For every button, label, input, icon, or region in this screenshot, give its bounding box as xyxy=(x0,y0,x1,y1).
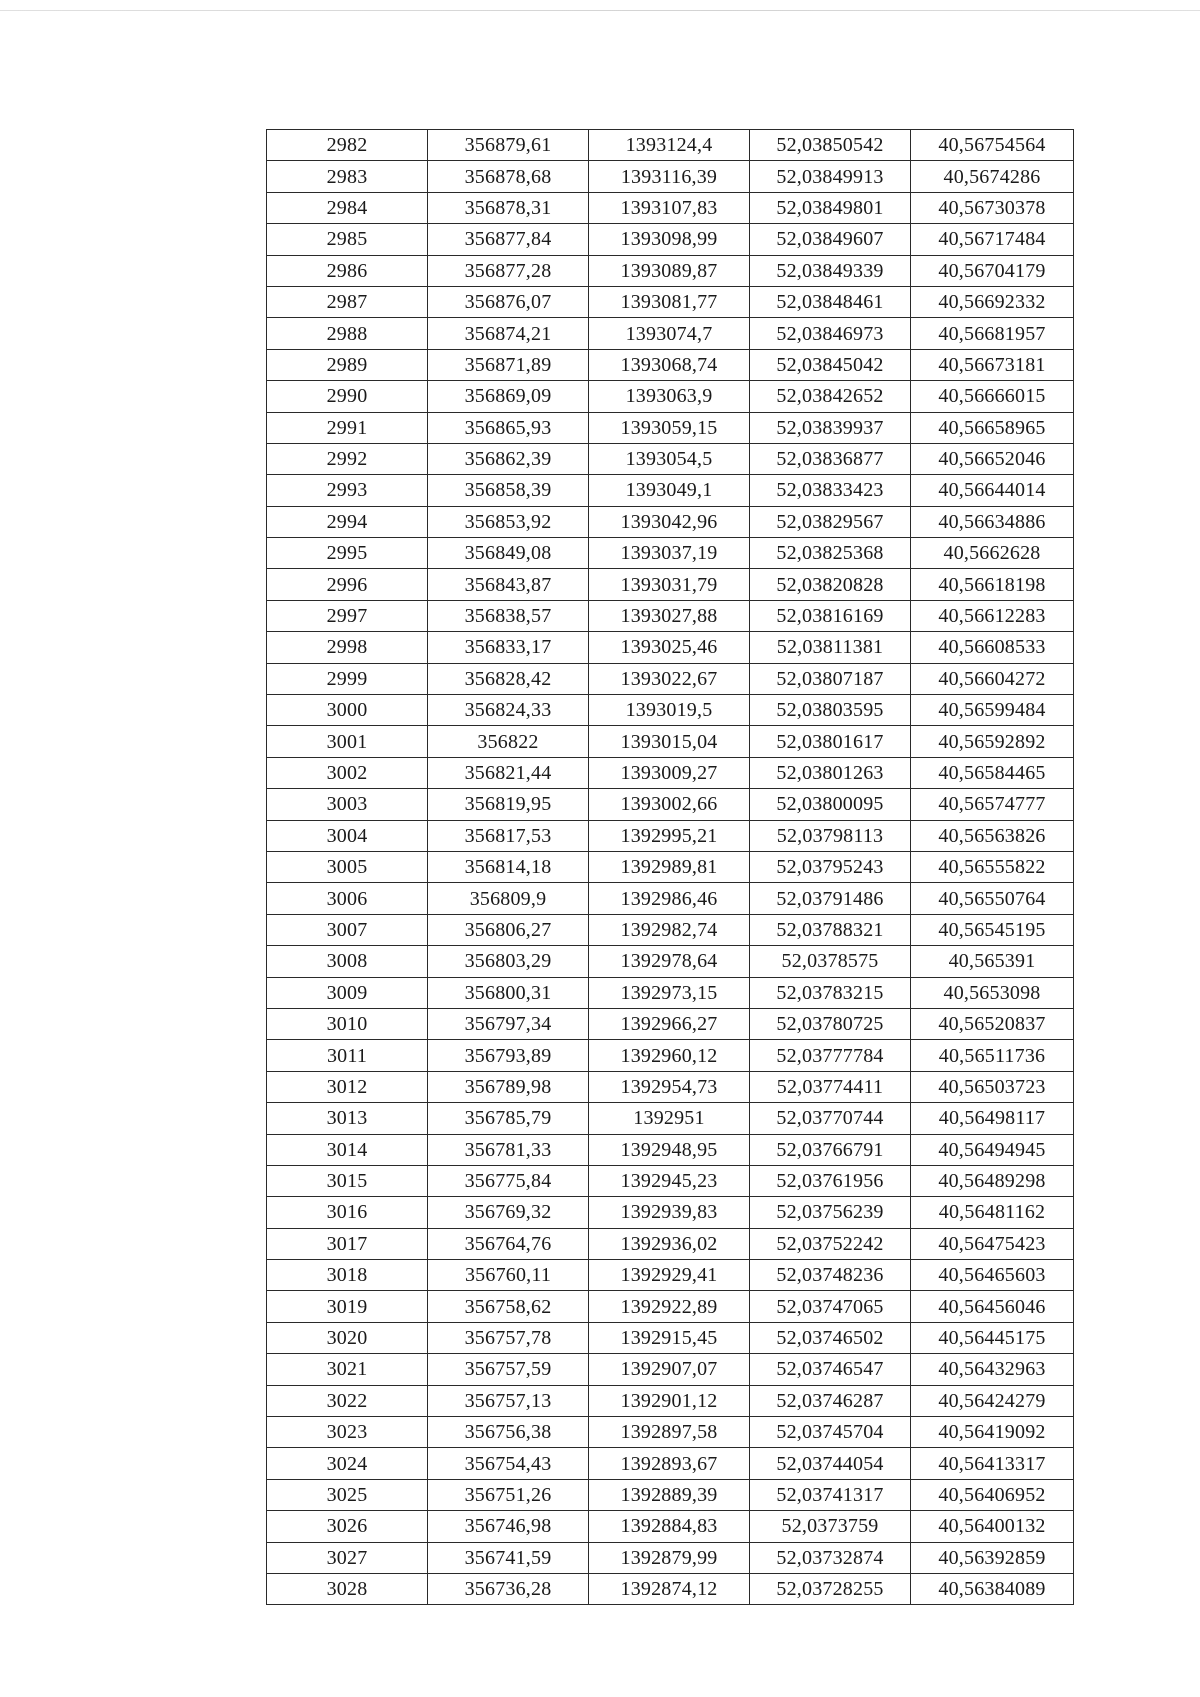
point-number-cell: 3022 xyxy=(267,1385,428,1416)
point-number-cell: 2986 xyxy=(267,255,428,286)
x-coordinate-cell: 356824,33 xyxy=(428,695,589,726)
point-number-cell: 2989 xyxy=(267,349,428,380)
point-number-cell: 3012 xyxy=(267,1071,428,1102)
y-coordinate-cell: 1392989,81 xyxy=(589,851,750,882)
point-number-cell: 3002 xyxy=(267,757,428,788)
point-number-cell: 3026 xyxy=(267,1511,428,1542)
latitude-cell: 52,03766791 xyxy=(750,1134,911,1165)
y-coordinate-cell: 1392929,41 xyxy=(589,1260,750,1291)
table-row xyxy=(267,1511,1074,1542)
point-number-cell: 3001 xyxy=(267,726,428,757)
latitude-cell: 52,03849913 xyxy=(750,161,911,192)
point-number-cell: 3019 xyxy=(267,1291,428,1322)
y-coordinate-cell: 1392966,27 xyxy=(589,1008,750,1039)
point-number-cell: 2985 xyxy=(267,224,428,255)
x-coordinate-cell: 356736,28 xyxy=(428,1573,589,1604)
longitude-cell: 40,56584465 xyxy=(911,757,1074,788)
latitude-cell: 52,03770744 xyxy=(750,1103,911,1134)
latitude-cell: 52,03820828 xyxy=(750,569,911,600)
longitude-cell: 40,56612283 xyxy=(911,600,1074,631)
table-row xyxy=(267,130,1074,161)
y-coordinate-cell: 1392978,64 xyxy=(589,946,750,977)
x-coordinate-cell: 356789,98 xyxy=(428,1071,589,1102)
y-coordinate-cell: 1392897,58 xyxy=(589,1417,750,1448)
table-row xyxy=(267,1542,1074,1573)
x-coordinate-cell: 356878,31 xyxy=(428,192,589,223)
table-row xyxy=(267,1385,1074,1416)
longitude-cell: 40,56498117 xyxy=(911,1103,1074,1134)
table-row xyxy=(267,538,1074,569)
x-coordinate-cell: 356869,09 xyxy=(428,381,589,412)
latitude-cell: 52,03800095 xyxy=(750,789,911,820)
point-number-cell: 3018 xyxy=(267,1260,428,1291)
table-row xyxy=(267,663,1074,694)
y-coordinate-cell: 1393068,74 xyxy=(589,349,750,380)
y-coordinate-cell: 1392884,83 xyxy=(589,1511,750,1542)
scan-artifact-line xyxy=(0,10,1200,11)
x-coordinate-cell: 356843,87 xyxy=(428,569,589,600)
longitude-cell: 40,5674286 xyxy=(911,161,1074,192)
longitude-cell: 40,56419092 xyxy=(911,1417,1074,1448)
latitude-cell: 52,03746287 xyxy=(750,1385,911,1416)
coordinate-table-body xyxy=(267,130,1074,1605)
y-coordinate-cell: 1393022,67 xyxy=(589,663,750,694)
latitude-cell: 52,03788321 xyxy=(750,914,911,945)
x-coordinate-cell: 356862,39 xyxy=(428,443,589,474)
x-coordinate-cell: 356757,78 xyxy=(428,1322,589,1353)
longitude-cell: 40,56730378 xyxy=(911,192,1074,223)
latitude-cell: 52,03829567 xyxy=(750,506,911,537)
x-coordinate-cell: 356793,89 xyxy=(428,1040,589,1071)
point-number-cell: 3015 xyxy=(267,1165,428,1196)
longitude-cell: 40,56644014 xyxy=(911,475,1074,506)
y-coordinate-cell: 1393025,46 xyxy=(589,632,750,663)
x-coordinate-cell: 356760,11 xyxy=(428,1260,589,1291)
latitude-cell: 52,03803595 xyxy=(750,695,911,726)
longitude-cell: 40,5653098 xyxy=(911,977,1074,1008)
x-coordinate-cell: 356806,27 xyxy=(428,914,589,945)
x-coordinate-cell: 356821,44 xyxy=(428,757,589,788)
y-coordinate-cell: 1393059,15 xyxy=(589,412,750,443)
latitude-cell: 52,03816169 xyxy=(750,600,911,631)
longitude-cell: 40,56681957 xyxy=(911,318,1074,349)
x-coordinate-cell: 356858,39 xyxy=(428,475,589,506)
x-coordinate-cell: 356800,31 xyxy=(428,977,589,1008)
table-row xyxy=(267,757,1074,788)
y-coordinate-cell: 1392907,07 xyxy=(589,1354,750,1385)
point-number-cell: 3004 xyxy=(267,820,428,851)
x-coordinate-cell: 356828,42 xyxy=(428,663,589,694)
x-coordinate-cell: 356757,59 xyxy=(428,1354,589,1385)
longitude-cell: 40,56652046 xyxy=(911,443,1074,474)
longitude-cell: 40,56424279 xyxy=(911,1385,1074,1416)
table-row xyxy=(267,1260,1074,1291)
point-number-cell: 3023 xyxy=(267,1417,428,1448)
table-row xyxy=(267,1008,1074,1039)
y-coordinate-cell: 1393074,7 xyxy=(589,318,750,349)
y-coordinate-cell: 1393098,99 xyxy=(589,224,750,255)
x-coordinate-cell: 356757,13 xyxy=(428,1385,589,1416)
table-row xyxy=(267,255,1074,286)
y-coordinate-cell: 1393009,27 xyxy=(589,757,750,788)
longitude-cell: 40,56465603 xyxy=(911,1260,1074,1291)
latitude-cell: 52,03849339 xyxy=(750,255,911,286)
x-coordinate-cell: 356781,33 xyxy=(428,1134,589,1165)
point-number-cell: 2987 xyxy=(267,286,428,317)
latitude-cell: 52,03825368 xyxy=(750,538,911,569)
longitude-cell: 40,56608533 xyxy=(911,632,1074,663)
latitude-cell: 52,03777784 xyxy=(750,1040,911,1071)
point-number-cell: 2996 xyxy=(267,569,428,600)
table-row xyxy=(267,475,1074,506)
y-coordinate-cell: 1393031,79 xyxy=(589,569,750,600)
y-coordinate-cell: 1392973,15 xyxy=(589,977,750,1008)
x-coordinate-cell: 356833,17 xyxy=(428,632,589,663)
longitude-cell: 40,56555822 xyxy=(911,851,1074,882)
y-coordinate-cell: 1393089,87 xyxy=(589,255,750,286)
table-row xyxy=(267,600,1074,631)
y-coordinate-cell: 1393042,96 xyxy=(589,506,750,537)
y-coordinate-cell: 1392874,12 xyxy=(589,1573,750,1604)
point-number-cell: 3000 xyxy=(267,695,428,726)
latitude-cell: 52,03783215 xyxy=(750,977,911,1008)
point-number-cell: 2995 xyxy=(267,538,428,569)
y-coordinate-cell: 1392995,21 xyxy=(589,820,750,851)
latitude-cell: 52,03756239 xyxy=(750,1197,911,1228)
latitude-cell: 52,03842652 xyxy=(750,381,911,412)
table-row xyxy=(267,1103,1074,1134)
x-coordinate-cell: 356809,9 xyxy=(428,883,589,914)
longitude-cell: 40,56692332 xyxy=(911,286,1074,317)
y-coordinate-cell: 1392951 xyxy=(589,1103,750,1134)
x-coordinate-cell: 356756,38 xyxy=(428,1417,589,1448)
y-coordinate-cell: 1392945,23 xyxy=(589,1165,750,1196)
longitude-cell: 40,56489298 xyxy=(911,1165,1074,1196)
point-number-cell: 2982 xyxy=(267,130,428,161)
y-coordinate-cell: 1392915,45 xyxy=(589,1322,750,1353)
latitude-cell: 52,03849801 xyxy=(750,192,911,223)
table-row xyxy=(267,318,1074,349)
table-row xyxy=(267,1573,1074,1604)
table-row xyxy=(267,695,1074,726)
point-number-cell: 3007 xyxy=(267,914,428,945)
y-coordinate-cell: 1392939,83 xyxy=(589,1197,750,1228)
latitude-cell: 52,03845042 xyxy=(750,349,911,380)
point-number-cell: 3028 xyxy=(267,1573,428,1604)
latitude-cell: 52,03846973 xyxy=(750,318,911,349)
table-row xyxy=(267,1165,1074,1196)
x-coordinate-cell: 356822 xyxy=(428,726,589,757)
latitude-cell: 52,03801617 xyxy=(750,726,911,757)
x-coordinate-cell: 356879,61 xyxy=(428,130,589,161)
table-row xyxy=(267,349,1074,380)
x-coordinate-cell: 356797,34 xyxy=(428,1008,589,1039)
x-coordinate-cell: 356785,79 xyxy=(428,1103,589,1134)
x-coordinate-cell: 356746,98 xyxy=(428,1511,589,1542)
point-number-cell: 3027 xyxy=(267,1542,428,1573)
y-coordinate-cell: 1392960,12 xyxy=(589,1040,750,1071)
longitude-cell: 40,56673181 xyxy=(911,349,1074,380)
table-row xyxy=(267,632,1074,663)
latitude-cell: 52,03807187 xyxy=(750,663,911,694)
x-coordinate-cell: 356871,89 xyxy=(428,349,589,380)
latitude-cell: 52,03780725 xyxy=(750,1008,911,1039)
longitude-cell: 40,56754564 xyxy=(911,130,1074,161)
point-number-cell: 2983 xyxy=(267,161,428,192)
x-coordinate-cell: 356874,21 xyxy=(428,318,589,349)
y-coordinate-cell: 1393019,5 xyxy=(589,695,750,726)
y-coordinate-cell: 1393002,66 xyxy=(589,789,750,820)
point-number-cell: 2988 xyxy=(267,318,428,349)
point-number-cell: 2999 xyxy=(267,663,428,694)
y-coordinate-cell: 1393054,5 xyxy=(589,443,750,474)
longitude-cell: 40,56481162 xyxy=(911,1197,1074,1228)
latitude-cell: 52,03774411 xyxy=(750,1071,911,1102)
point-number-cell: 3014 xyxy=(267,1134,428,1165)
x-coordinate-cell: 356865,93 xyxy=(428,412,589,443)
longitude-cell: 40,56704179 xyxy=(911,255,1074,286)
y-coordinate-cell: 1393107,83 xyxy=(589,192,750,223)
point-number-cell: 3020 xyxy=(267,1322,428,1353)
longitude-cell: 40,56432963 xyxy=(911,1354,1074,1385)
latitude-cell: 52,03752242 xyxy=(750,1228,911,1259)
latitude-cell: 52,03746502 xyxy=(750,1322,911,1353)
latitude-cell: 52,03833423 xyxy=(750,475,911,506)
x-coordinate-cell: 356876,07 xyxy=(428,286,589,317)
x-coordinate-cell: 356775,84 xyxy=(428,1165,589,1196)
table-row xyxy=(267,1322,1074,1353)
longitude-cell: 40,56400132 xyxy=(911,1511,1074,1542)
table-row xyxy=(267,1228,1074,1259)
latitude-cell: 52,03811381 xyxy=(750,632,911,663)
x-coordinate-cell: 356853,92 xyxy=(428,506,589,537)
table-row xyxy=(267,946,1074,977)
x-coordinate-cell: 356819,95 xyxy=(428,789,589,820)
point-number-cell: 2993 xyxy=(267,475,428,506)
table-row xyxy=(267,1479,1074,1510)
table-row xyxy=(267,1417,1074,1448)
longitude-cell: 40,56520837 xyxy=(911,1008,1074,1039)
longitude-cell: 40,56456046 xyxy=(911,1291,1074,1322)
y-coordinate-cell: 1393124,4 xyxy=(589,130,750,161)
latitude-cell: 52,0378575 xyxy=(750,946,911,977)
latitude-cell: 52,03850542 xyxy=(750,130,911,161)
x-coordinate-cell: 356764,76 xyxy=(428,1228,589,1259)
latitude-cell: 52,03848461 xyxy=(750,286,911,317)
point-number-cell: 2998 xyxy=(267,632,428,663)
table-row xyxy=(267,820,1074,851)
point-number-cell: 2990 xyxy=(267,381,428,412)
table-row xyxy=(267,883,1074,914)
table-row xyxy=(267,506,1074,537)
point-number-cell: 3006 xyxy=(267,883,428,914)
point-number-cell: 3011 xyxy=(267,1040,428,1071)
latitude-cell: 52,03746547 xyxy=(750,1354,911,1385)
longitude-cell: 40,56592892 xyxy=(911,726,1074,757)
point-number-cell: 3013 xyxy=(267,1103,428,1134)
point-number-cell: 3005 xyxy=(267,851,428,882)
table-row xyxy=(267,789,1074,820)
point-number-cell: 2997 xyxy=(267,600,428,631)
y-coordinate-cell: 1393015,04 xyxy=(589,726,750,757)
y-coordinate-cell: 1392893,67 xyxy=(589,1448,750,1479)
table-row xyxy=(267,726,1074,757)
latitude-cell: 52,03745704 xyxy=(750,1417,911,1448)
y-coordinate-cell: 1393081,77 xyxy=(589,286,750,317)
longitude-cell: 40,56545195 xyxy=(911,914,1074,945)
longitude-cell: 40,56618198 xyxy=(911,569,1074,600)
x-coordinate-cell: 356741,59 xyxy=(428,1542,589,1573)
x-coordinate-cell: 356751,26 xyxy=(428,1479,589,1510)
latitude-cell: 52,03728255 xyxy=(750,1573,911,1604)
table-row xyxy=(267,286,1074,317)
y-coordinate-cell: 1392889,39 xyxy=(589,1479,750,1510)
latitude-cell: 52,03798113 xyxy=(750,820,911,851)
x-coordinate-cell: 356803,29 xyxy=(428,946,589,977)
y-coordinate-cell: 1393027,88 xyxy=(589,600,750,631)
table-row xyxy=(267,1354,1074,1385)
y-coordinate-cell: 1393116,39 xyxy=(589,161,750,192)
x-coordinate-cell: 356838,57 xyxy=(428,600,589,631)
table-row xyxy=(267,1040,1074,1071)
longitude-cell: 40,56445175 xyxy=(911,1322,1074,1353)
latitude-cell: 52,03744054 xyxy=(750,1448,911,1479)
longitude-cell: 40,56563826 xyxy=(911,820,1074,851)
longitude-cell: 40,56658965 xyxy=(911,412,1074,443)
longitude-cell: 40,56475423 xyxy=(911,1228,1074,1259)
longitude-cell: 40,5662628 xyxy=(911,538,1074,569)
latitude-cell: 52,03732874 xyxy=(750,1542,911,1573)
y-coordinate-cell: 1393037,19 xyxy=(589,538,750,569)
table-row xyxy=(267,1291,1074,1322)
latitude-cell: 52,03747065 xyxy=(750,1291,911,1322)
latitude-cell: 52,0373759 xyxy=(750,1511,911,1542)
table-row xyxy=(267,914,1074,945)
point-number-cell: 3024 xyxy=(267,1448,428,1479)
point-number-cell: 3009 xyxy=(267,977,428,1008)
x-coordinate-cell: 356814,18 xyxy=(428,851,589,882)
table-row xyxy=(267,851,1074,882)
latitude-cell: 52,03748236 xyxy=(750,1260,911,1291)
table-row xyxy=(267,569,1074,600)
coordinate-table xyxy=(266,129,1074,1605)
longitude-cell: 40,56503723 xyxy=(911,1071,1074,1102)
y-coordinate-cell: 1392954,73 xyxy=(589,1071,750,1102)
latitude-cell: 52,03795243 xyxy=(750,851,911,882)
longitude-cell: 40,56392859 xyxy=(911,1542,1074,1573)
latitude-cell: 52,03761956 xyxy=(750,1165,911,1196)
longitude-cell: 40,56717484 xyxy=(911,224,1074,255)
longitude-cell: 40,56406952 xyxy=(911,1479,1074,1510)
longitude-cell: 40,56634886 xyxy=(911,506,1074,537)
x-coordinate-cell: 356817,53 xyxy=(428,820,589,851)
point-number-cell: 3008 xyxy=(267,946,428,977)
y-coordinate-cell: 1393063,9 xyxy=(589,381,750,412)
table-row xyxy=(267,412,1074,443)
longitude-cell: 40,56550764 xyxy=(911,883,1074,914)
x-coordinate-cell: 356877,84 xyxy=(428,224,589,255)
point-number-cell: 3010 xyxy=(267,1008,428,1039)
y-coordinate-cell: 1392948,95 xyxy=(589,1134,750,1165)
x-coordinate-cell: 356849,08 xyxy=(428,538,589,569)
y-coordinate-cell: 1392936,02 xyxy=(589,1228,750,1259)
x-coordinate-cell: 356758,62 xyxy=(428,1291,589,1322)
latitude-cell: 52,03801263 xyxy=(750,757,911,788)
y-coordinate-cell: 1392879,99 xyxy=(589,1542,750,1573)
latitude-cell: 52,03839937 xyxy=(750,412,911,443)
point-number-cell: 2984 xyxy=(267,192,428,223)
x-coordinate-cell: 356769,32 xyxy=(428,1197,589,1228)
point-number-cell: 3025 xyxy=(267,1479,428,1510)
point-number-cell: 2994 xyxy=(267,506,428,537)
table-row xyxy=(267,1197,1074,1228)
table-row xyxy=(267,192,1074,223)
x-coordinate-cell: 356878,68 xyxy=(428,161,589,192)
longitude-cell: 40,56604272 xyxy=(911,663,1074,694)
longitude-cell: 40,56494945 xyxy=(911,1134,1074,1165)
x-coordinate-cell: 356754,43 xyxy=(428,1448,589,1479)
table-row xyxy=(267,224,1074,255)
table-row xyxy=(267,381,1074,412)
longitude-cell: 40,56599484 xyxy=(911,695,1074,726)
point-number-cell: 3003 xyxy=(267,789,428,820)
latitude-cell: 52,03849607 xyxy=(750,224,911,255)
table-row xyxy=(267,977,1074,1008)
latitude-cell: 52,03836877 xyxy=(750,443,911,474)
point-number-cell: 2992 xyxy=(267,443,428,474)
longitude-cell: 40,56574777 xyxy=(911,789,1074,820)
longitude-cell: 40,565391 xyxy=(911,946,1074,977)
y-coordinate-cell: 1392922,89 xyxy=(589,1291,750,1322)
y-coordinate-cell: 1392982,74 xyxy=(589,914,750,945)
y-coordinate-cell: 1392901,12 xyxy=(589,1385,750,1416)
table-row xyxy=(267,161,1074,192)
point-number-cell: 3016 xyxy=(267,1197,428,1228)
longitude-cell: 40,56511736 xyxy=(911,1040,1074,1071)
table-row xyxy=(267,1448,1074,1479)
table-row xyxy=(267,1134,1074,1165)
table-row xyxy=(267,443,1074,474)
table-row xyxy=(267,1071,1074,1102)
latitude-cell: 52,03741317 xyxy=(750,1479,911,1510)
y-coordinate-cell: 1393049,1 xyxy=(589,475,750,506)
longitude-cell: 40,56413317 xyxy=(911,1448,1074,1479)
y-coordinate-cell: 1392986,46 xyxy=(589,883,750,914)
latitude-cell: 52,03791486 xyxy=(750,883,911,914)
point-number-cell: 2991 xyxy=(267,412,428,443)
x-coordinate-cell: 356877,28 xyxy=(428,255,589,286)
point-number-cell: 3017 xyxy=(267,1228,428,1259)
longitude-cell: 40,56384089 xyxy=(911,1573,1074,1604)
point-number-cell: 3021 xyxy=(267,1354,428,1385)
longitude-cell: 40,56666015 xyxy=(911,381,1074,412)
